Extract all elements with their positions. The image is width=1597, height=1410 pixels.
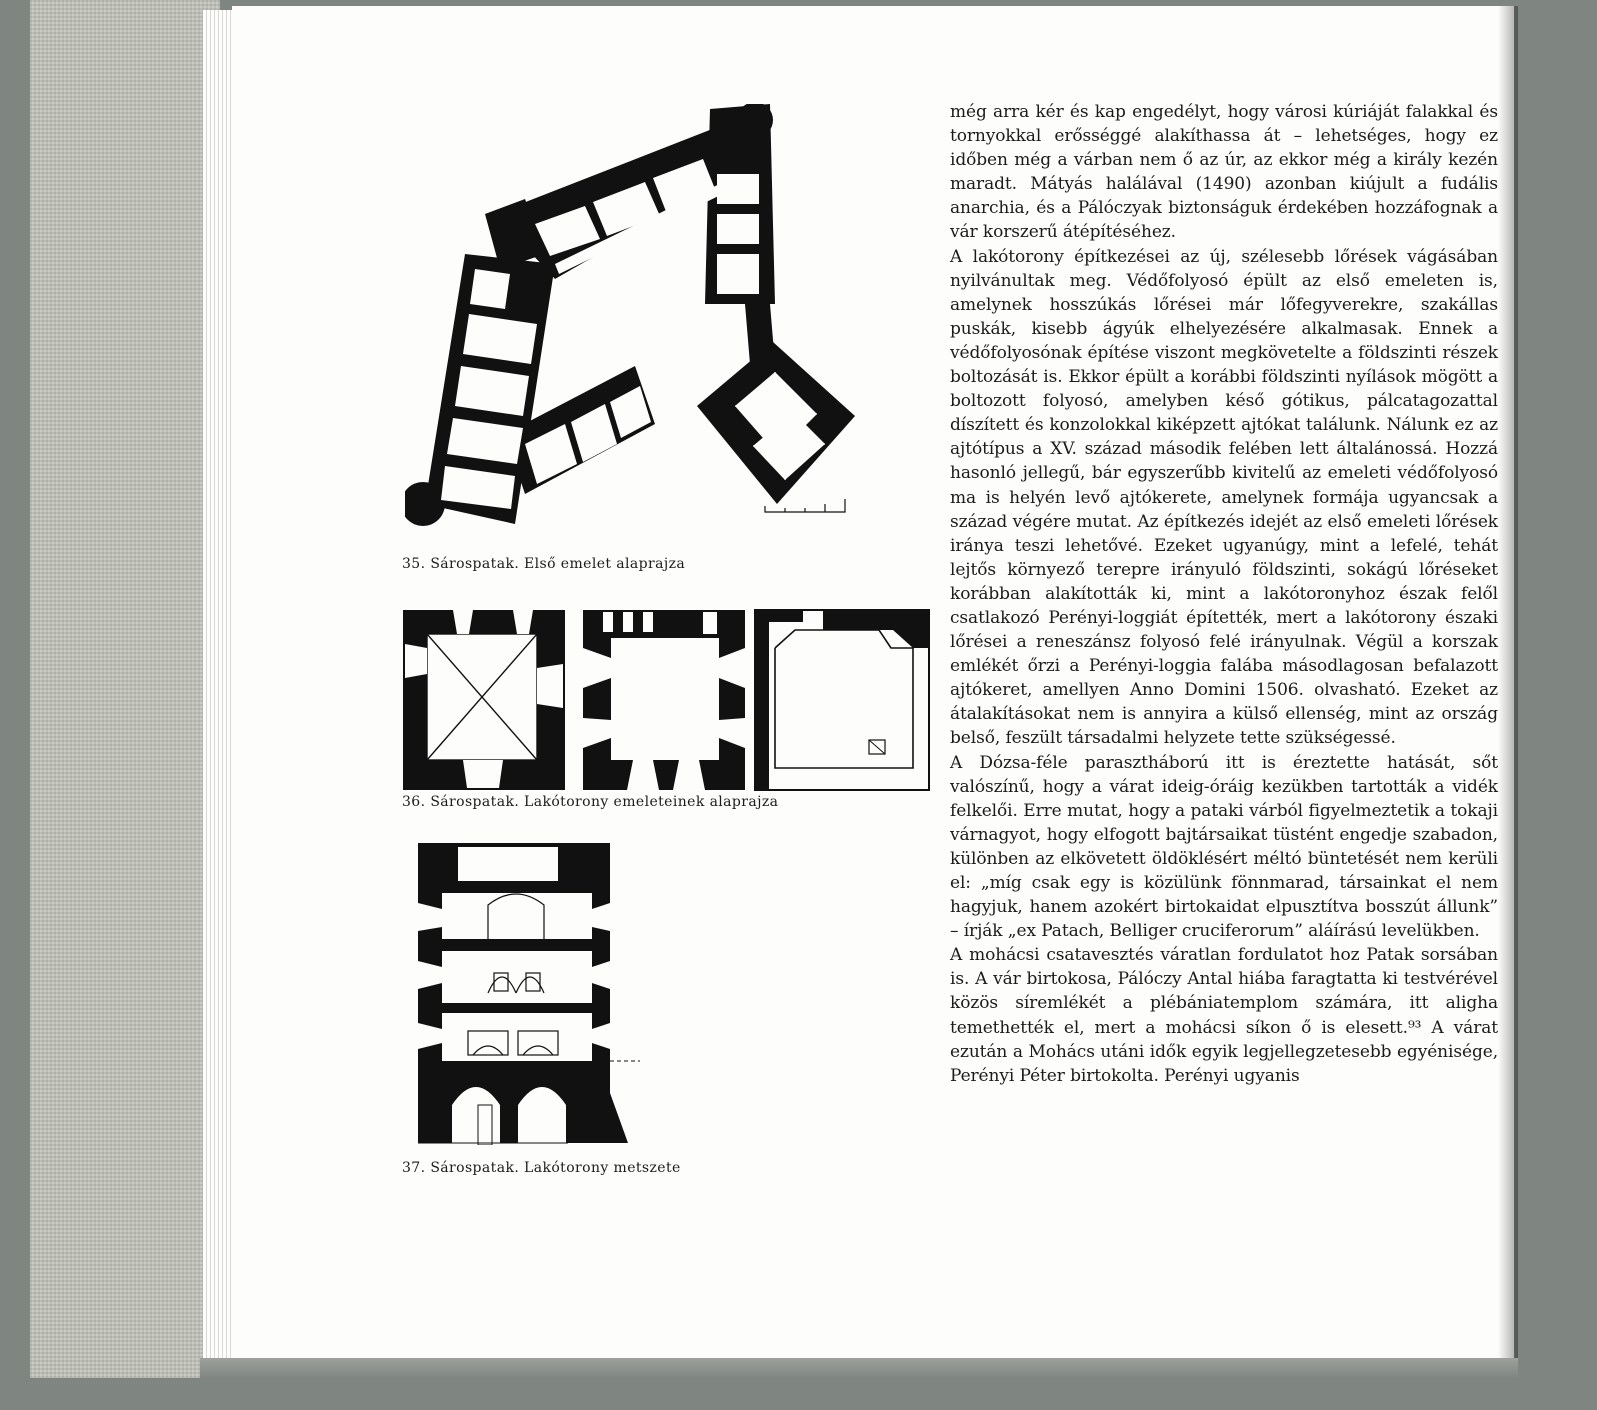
- tower-plan-first: [583, 610, 745, 790]
- figure-37-caption: 37. Sárospatak. Lakótorony metszete: [402, 1160, 681, 1176]
- bottom-shadow: [200, 1358, 1518, 1378]
- figure-36-tower-floor-plans: [403, 608, 931, 792]
- tower-floor-plans-drawing: [403, 608, 931, 792]
- tower-section-drawing: [418, 843, 640, 1145]
- figure-35-floor-plan: [405, 104, 873, 544]
- figure-35-caption: 35. Sárospatak. Első emelet alaprajza: [402, 556, 686, 572]
- floor-plan-drawing: [405, 104, 873, 544]
- figure-37-tower-section: [418, 843, 640, 1145]
- body-text-column: még arra kér és kap engedélyt, hogy városi kúriáját falakkal és tornyokkal erősséggé alakíthassa át – lehetséges, hogy ez időben még a várban nem ő az úr, az ekkor még a király kezén maradt. Mátyás halálával (1490) azonban kiújult a fudális anarchia, és a Pálóczyak biztonságuk érdekében hozzáfognak a vár korszerű átépítéséhez. A lakótorony építkezései az új, szélesebb lőrések vágásában nyilvánultak meg. Védőfolyosó épült az első emeleten is, amelynek hosszúkás lőrései már lőfegyverekre, szakállas puskák, kisebb ágyúk elhelyezésére alkalmasak. Ennek a védőfolyosónak építése viszont megkövetelte a földszinti részek boltozását is. Ekkor épült a korábbi földszinti nyílások mögött a boltozott folyosó, amelyben késő gótikus, pálcatagozattal díszített és konzolokkal kiképzett ajtókat találunk. Nálunk ez az ajtótípus a XV. század második felében lett általánossá. Hozzá hasonló jellegű, bár egyszerűbb kivitelű az emeleti védőfolyosó ma is helyén levő ajtókerete, amelynek formája ugyancsak a század végére mutat. Az építkezés idejét az első emeleti lőrések iránya teszi lehetővé. Ezeket ugyanúgy, mint a lefelé, tehát lejtős környező terepre irányuló földszinti, sokágú lőréseket korábban alakították ki, mint a lakótoronyhoz észak felől csatlakozó Perényi-loggiát építették, mert a lakótorony északi lőrései a reneszánsz folyosó felé irányulnak. Végül a korszak emlékét őrzi a Perényi-loggia falába másodlagosan befalazott ajtókeret, amellyen Anno Domini 1506. olvasható. Ezeket az átalakításokat nem is annyira a külső ellenség, mint az ország belső, feszült társadalmi helyzete tette szükségessé. A Dózsa-féle parasztháború itt is éreztette hatását, sőt valószínű, hogy a várat ideig-óráig kezükben tartották a vidék felkelői. Erre mutat, hogy a pataki várból figyelmeztetik a tokaji várnagyot, hogy elfogott bajtársaikat tüstént engedje szabadon, különben az elkövetett öldöklésért méltó büntetését nem kerüli el: „míg csak egy is közülünk fönnmarad, társainkat el nem hagyjuk, hanem azokért birtokaidat elpusztítva bosszút állunk” – írják „ex Patach, Belliger cruciferorum” aláírású levelükben. A mohácsi csatavesztés váratlan fordulatot hoz Patak sorsában is. A vár birtokosa, Pálóczy Antal hiába faragtatta ki testvérével közös síremlékét a plébániatemplom számára, itt aligha temethették el, mert a mohácsi síkon ő is elesett.⁹³ A várat ezután a Mohács utáni idők egyik legjellegzetesebb egyénisége, Perényi Péter birtokolta. Perényi ugyanis: [950, 102, 1498, 1086]
- book-cover-cloth: [30, 0, 220, 1378]
- figure-36-caption: 36. Sárospatak. Lakótorony emeleteinek alaprajza: [402, 794, 779, 810]
- gutter-shadow: [1498, 6, 1518, 1362]
- page-edges: [203, 10, 233, 1362]
- tower-plan-ground: [403, 610, 565, 790]
- tower-plan-second: [755, 610, 929, 790]
